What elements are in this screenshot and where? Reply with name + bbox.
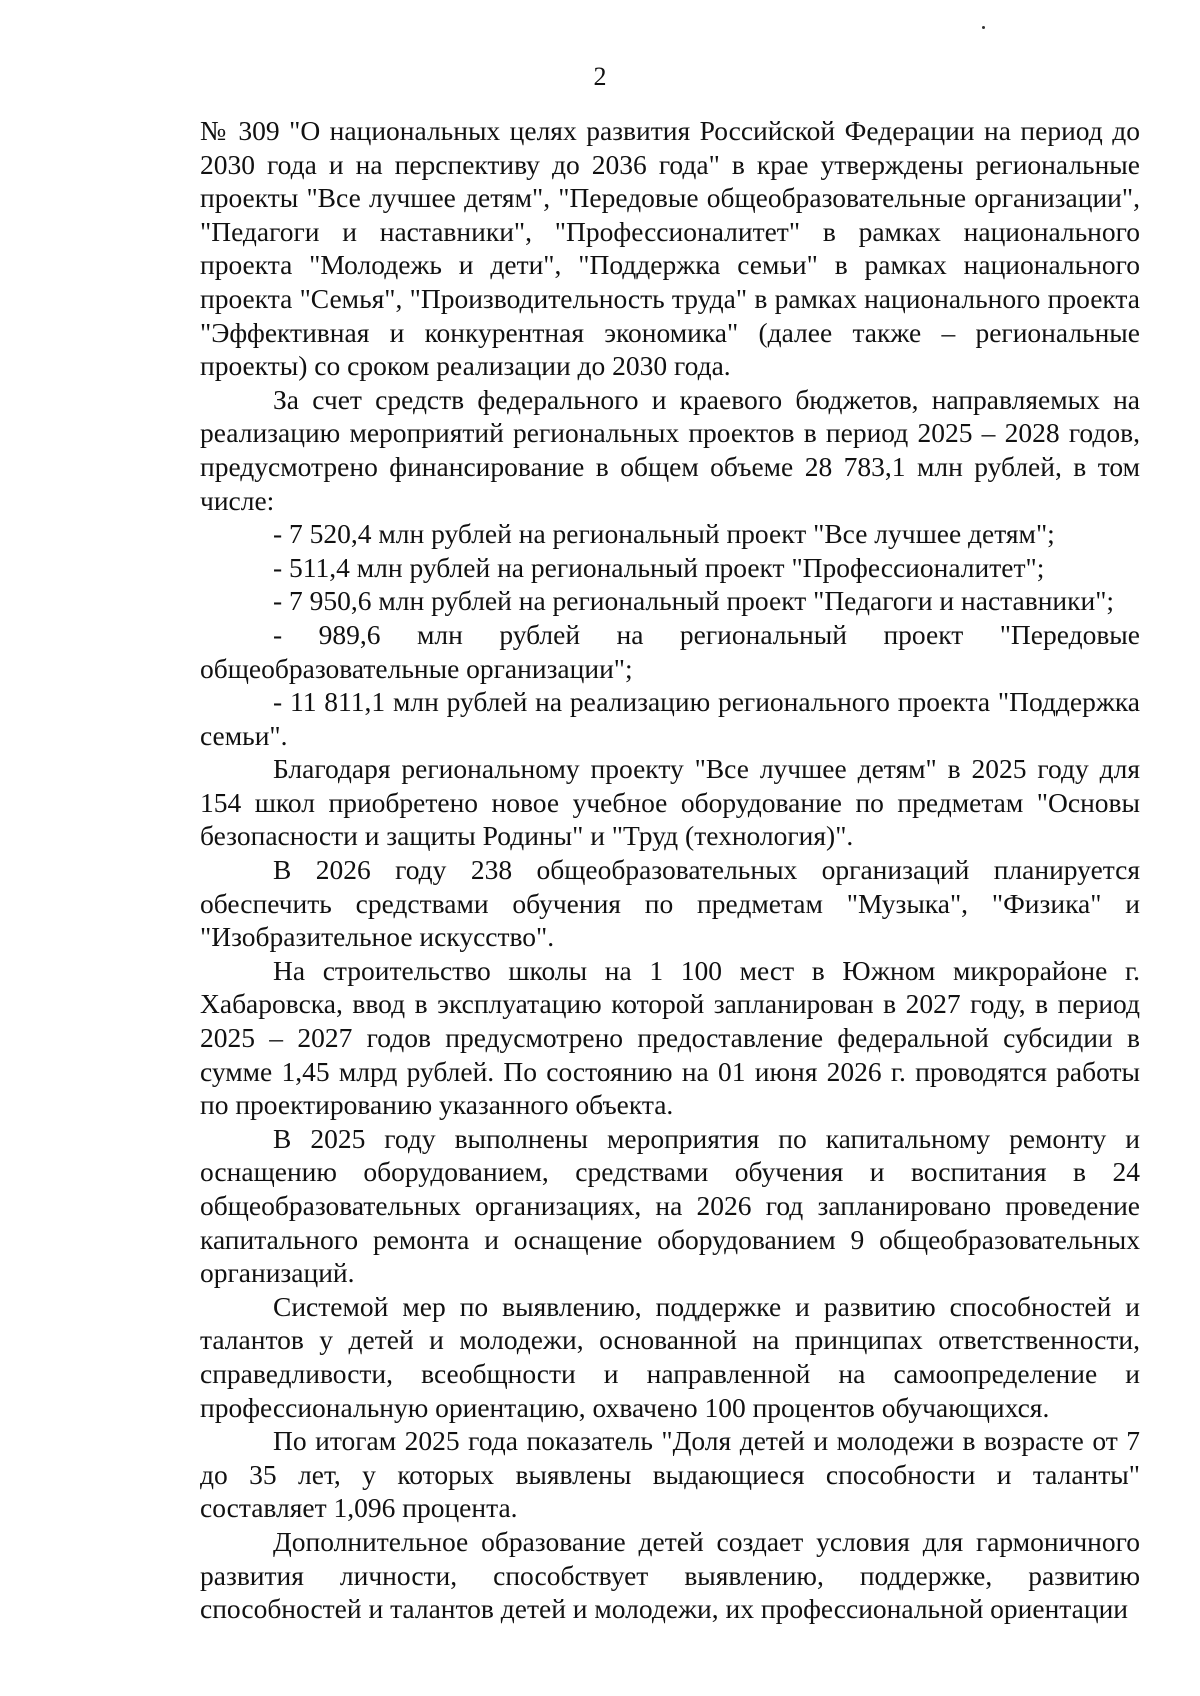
list-item-family-support: - 11 811,1 млн рублей на реализацию регионального проекта "Поддержка семьи". <box>200 686 1140 751</box>
list-item-best-for-children: - 7 520,4 млн рублей на региональный проект "Все лучшее детям"; <box>273 518 1055 550</box>
list-item-professionalitet: - 511,4 млн рублей на региональный проект "Профессионалитет"; <box>273 551 1045 583</box>
paragraph-school-construction: На строительство школы на 1 100 мест в Южном микрорайоне г. Хабаровска, ввод в эксплуатацию которой запланирован в 2027 году, в период 2025 – 2027 годов предусмотрено предоставление федеральной субсидии в сумме 1,45 млрд рублей. По состоянию на 01 июня 2026 г. проводятся работы по проектированию указанного объекта. <box>200 954 1140 1121</box>
paragraph-talent-system: Системой мер по выявлению, поддержке и развитию способностей и талантов у детей и молодежи, основанной на принципах ответственности, справедливости, всеобщности и направленной на самоопределение и профессиональную ориентацию, охвачено 100 процентов обучающихся. <box>200 1290 1140 1423</box>
paragraph-intro: № 309 "О национальных целях развития Российской Федерации на период до 2030 года и на перспективу до 2036 года" в крае утверждены региональные проекты "Все лучшее детям", "Передовые общеобразовательные организации", "Педагоги и наставники", "Профессионалитет" в рамках национального проекта "Молодежь и дети", "Поддержка семьи" в рамках национального проекта "Семья", "Производительность труда" в рамках национального проекта "Эффективная и конкурентная экономика" (далее также – региональные проекты) со сроком реализации до 2030 года. <box>200 115 1140 382</box>
paragraph-indicator: По итогам 2025 года показатель "Доля детей и молодежи в возрасте от 7 до 35 лет, у которых выявлены выдающиеся способности и таланты" составляет 1,096 процента. <box>200 1425 1140 1524</box>
paragraph-plan-2026: В 2026 году 238 общеобразовательных организаций планируется обеспечить средствами обучения по предметам "Музыка", "Физика" и "Изобразительное искусство". <box>200 854 1140 953</box>
paragraph-equipment-2025: Благодаря региональному проекту "Все лучшее детям" в 2025 году для 154 школ приобретено новое учебное оборудование по предметам "Основы безопасности и защиты Родины" и "Труд (технология)". <box>200 753 1140 852</box>
list-item-advanced-schools: - 989,6 млн рублей на региональный проект "Передовые общеобразовательные организации"; <box>200 618 1140 684</box>
paragraph-financing: За счет средств федерального и краевого бюджетов, направляемых на реализацию мероприятий региональных проектов в период 2025 – 2028 годов, предусмотрено финансирование в общем объеме 28 783,1 млн рублей, в том числе: <box>200 383 1140 516</box>
scan-speck <box>982 26 985 29</box>
document-body <box>200 114 1140 1626</box>
paragraph-additional-education: Дополнительное образование детей создает условия для гармоничного развития личности, способствует выявлению, поддержке, развитию способностей и талантов детей и молодежи, их профессиональной ориентации <box>200 1525 1140 1625</box>
page-number: 2 <box>593 62 607 91</box>
list-item-teachers-mentors: - 7 950,6 млн рублей на региональный проект "Педагоги и наставники"; <box>273 585 1115 617</box>
paragraph-capital-repair: В 2025 году выполнены мероприятия по капитальному ремонту и оснащению оборудованием, средствами обучения и воспитания в 24 общеобразовательных организациях, на 2026 год запланировано проведение капитального ремонта и оснащение оборудованием 9 общеобразовательных организаций. <box>200 1122 1140 1289</box>
